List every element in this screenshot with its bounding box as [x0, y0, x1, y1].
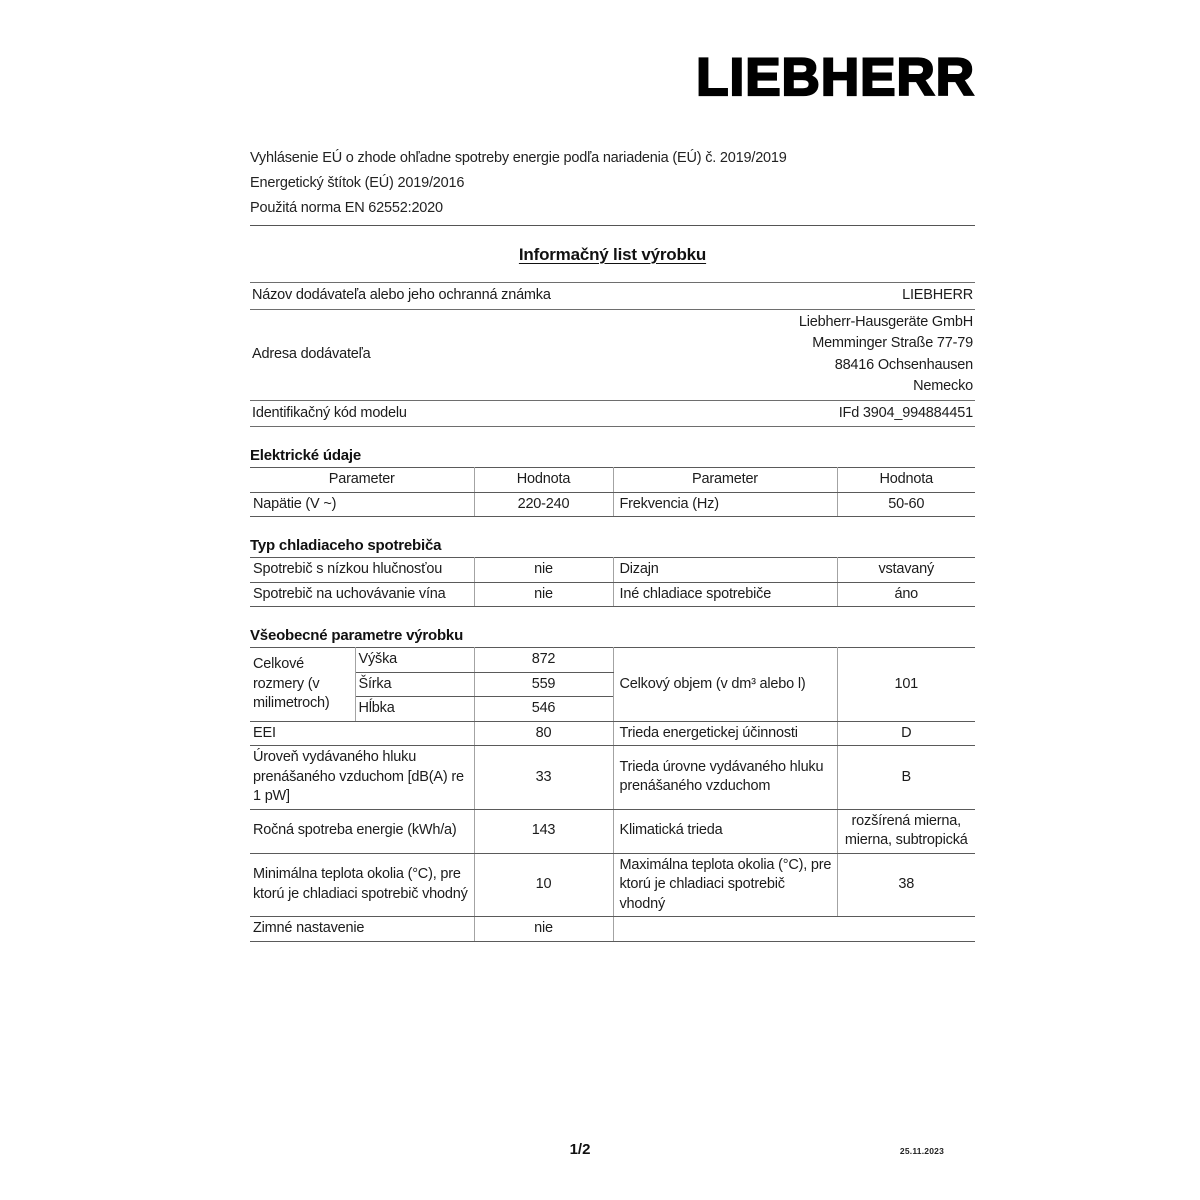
electrical-table: [250, 467, 975, 517]
table-row: [250, 648, 975, 673]
value-width: 559: [474, 672, 613, 697]
value-depth: 546: [474, 697, 613, 722]
column-header: Parameter: [250, 468, 474, 493]
value-max-temp: 38: [837, 853, 975, 917]
declaration-line-3: Použitá norma EN 62552:2020: [250, 200, 443, 216]
param-low-noise: Spotrebič s nízkou hlučnosťou: [250, 558, 474, 583]
address-line: Nemecko: [913, 378, 973, 394]
value-winter-setting: nie: [474, 917, 613, 942]
table-row: [250, 400, 975, 427]
param-voltage: Napätie (V ~): [250, 492, 474, 517]
section-heading-general: Všeobecné parametre výrobku: [250, 627, 464, 644]
supplier-address-label: Adresa dodávateľa: [250, 309, 670, 400]
column-header: Hodnota: [837, 468, 975, 493]
param-depth: Hĺbka: [355, 697, 474, 722]
liebherr-logo: LIEBHERR: [696, 48, 975, 107]
section-heading-type: Typ chladiaceho spotrebiča: [250, 537, 442, 554]
supplier-table: [250, 282, 975, 427]
general-parameters-table: [250, 647, 975, 942]
table-row: [250, 917, 975, 942]
param-min-temp: Minimálna teplota okolia (°C), pre ktorú je chladiaci spotrebič vhodný: [250, 853, 474, 917]
param-noise-class: Trieda úrovne vydávaného hluku prenášaného vzduchom: [613, 746, 837, 810]
supplier-name-value: LIEBHERR: [670, 283, 975, 310]
param-frequency: Frekvencia (Hz): [613, 492, 837, 517]
table-row: [250, 582, 975, 607]
param-energy-class: Trieda energetickej účinnosti: [613, 721, 837, 746]
column-header: Parameter: [613, 468, 837, 493]
empty-cell: [613, 917, 975, 942]
address-line: 88416 Ochsenhausen: [834, 356, 973, 373]
value-wine-storage: nie: [474, 582, 613, 607]
model-id-value: IFd 3904_994884451: [670, 400, 975, 427]
param-height: Výška: [355, 648, 474, 673]
value-climate-class: rozšírená mierna, mierna, subtropická: [837, 809, 975, 853]
value-noise-level: 33: [474, 746, 613, 810]
value-noise-class: B: [837, 746, 975, 810]
table-row: [250, 492, 975, 517]
table-row: [250, 853, 975, 917]
value-design: vstavaný: [837, 558, 975, 583]
supplier-name-label: Názov dodávateľa alebo jeho ochranná známka: [250, 283, 670, 310]
param-total-volume: Celkový objem (v dm³ alebo l): [613, 648, 837, 722]
table-row: [250, 746, 975, 810]
value-min-temp: 10: [474, 853, 613, 917]
param-other-appliances: Iné chladiace spotrebiče: [613, 582, 837, 607]
table-row: [250, 809, 975, 853]
value-energy-class: D: [837, 721, 975, 746]
param-annual-energy: Ročná spotreba energie (kWh/a): [250, 809, 474, 853]
address-line: Liebherr-Hausgeräte GmbH: [798, 313, 973, 330]
value-other-appliances: áno: [837, 582, 975, 607]
address-line: Memminger Straße 77-79: [812, 335, 973, 351]
footer-date: 25.11.2023: [899, 1146, 944, 1156]
param-width: Šírka: [355, 672, 474, 697]
table-row: [250, 721, 975, 746]
declaration-line-1: Vyhlásenie EÚ o zhode ohľadne spotreby energie podľa nariadenia (EÚ) č. 2019/2019: [250, 150, 787, 166]
value-height: 872: [474, 648, 613, 673]
param-climate-class: Klimatická trieda: [613, 809, 837, 853]
document-content: [250, 0, 975, 942]
section-heading-electrical: Elektrické údaje: [250, 447, 362, 464]
value-frequency: 50-60: [837, 492, 975, 517]
model-id-label: Identifikačný kód modelu: [250, 400, 670, 427]
value-total-volume: 101: [837, 648, 975, 722]
param-wine-storage: Spotrebič na uchovávanie vína: [250, 582, 474, 607]
param-design: Dizajn: [613, 558, 837, 583]
table-row: [250, 283, 975, 310]
value-voltage: 220-240: [474, 492, 613, 517]
column-header: Hodnota: [474, 468, 613, 493]
declaration-block: [250, 146, 975, 221]
value-eei: 80: [474, 721, 613, 746]
page-number: 1/2: [569, 1141, 591, 1158]
appliance-type-table: [250, 557, 975, 607]
supplier-address-value: [670, 309, 975, 400]
declaration-line-2: Energetický štítok (EÚ) 2019/2016: [250, 175, 465, 191]
table-row: [250, 558, 975, 583]
header-divider: [250, 225, 975, 226]
page-title: Informačný list výrobku: [518, 245, 707, 264]
value-annual-energy: 143: [474, 809, 613, 853]
table-row: [250, 309, 975, 400]
param-noise-level: Úroveň vydávaného hluku prenášaného vzduchom [dB(A) re 1 pW]: [250, 746, 474, 810]
param-dimensions: Celkové rozmery (v milimetroch): [250, 648, 355, 722]
param-max-temp: Maximálna teplota okolia (°C), pre ktorú je chladiaci spotrebič vhodný: [613, 853, 837, 917]
param-winter-setting: Zimné nastavenie: [250, 917, 474, 942]
table-header-row: [250, 468, 975, 493]
param-eei: EEI: [250, 721, 474, 746]
value-low-noise: nie: [474, 558, 613, 583]
